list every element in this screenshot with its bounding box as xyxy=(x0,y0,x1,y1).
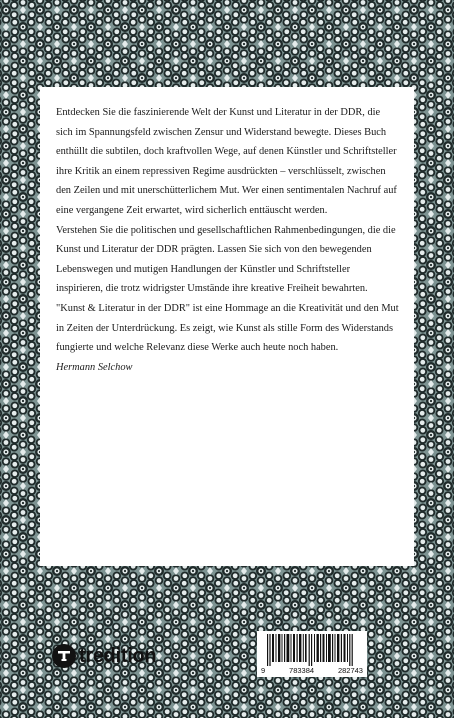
isbn-digits xyxy=(261,666,363,675)
barcode-bars xyxy=(261,634,363,666)
publisher-logo-text: tredition xyxy=(79,644,157,667)
isbn-digit-first: 9 xyxy=(261,666,266,675)
blurb-text-box xyxy=(40,87,414,566)
isbn-barcode xyxy=(257,631,367,677)
author-name: Hermann Selchow xyxy=(56,361,133,373)
isbn-digit-group-1: 783384 xyxy=(289,666,315,675)
blurb-paragraph-3: "Kunst & Literatur in der DDR" ist eine Hommage an die Kreativität und den Mut in Zeiten der Unterdrückung. Es zeigt, wie Kunst als stille Form des Widerstands fungierte und welche Relevanz diese Werke auch heute noch haben. xyxy=(56,302,399,354)
publisher-logo xyxy=(52,643,156,669)
blurb-paragraph-1: Entdecken Sie die faszinierende Welt der Kunst und Literatur in der DDR, die sich im Spannungsfeld zwischen Zensur und Widerstand bewegte. Dieses Buch enthüllt die subtilen, doch kraftvollen Wege, auf denen Künstler und Schriftsteller ihre Kritik an einem repressiven Regime ausdrückten – verschlüsselt, zwischen den Zeilen und mit unerschütterlichem Mut. Wer einen sentimentalen Nachruf auf eine vergangene Zeit erwartet, wird sicherlich enttäuscht werden. xyxy=(56,107,397,216)
isbn-digit-group-2: 282743 xyxy=(337,666,363,675)
tredition-logo-icon xyxy=(52,644,76,668)
blurb-paragraph-2: Verstehen Sie die politischen und gesellschaftlichen Rahmenbedingungen, die die Kunst und Literatur der DDR prägten. Lassen Sie sich von den bewegenden Lebenswegen und mutigen Handlungen der Künstler und Schriftsteller inspirieren, die trotz widrigster Umstände ihre kreative Freiheit bewahrten. xyxy=(56,224,396,295)
